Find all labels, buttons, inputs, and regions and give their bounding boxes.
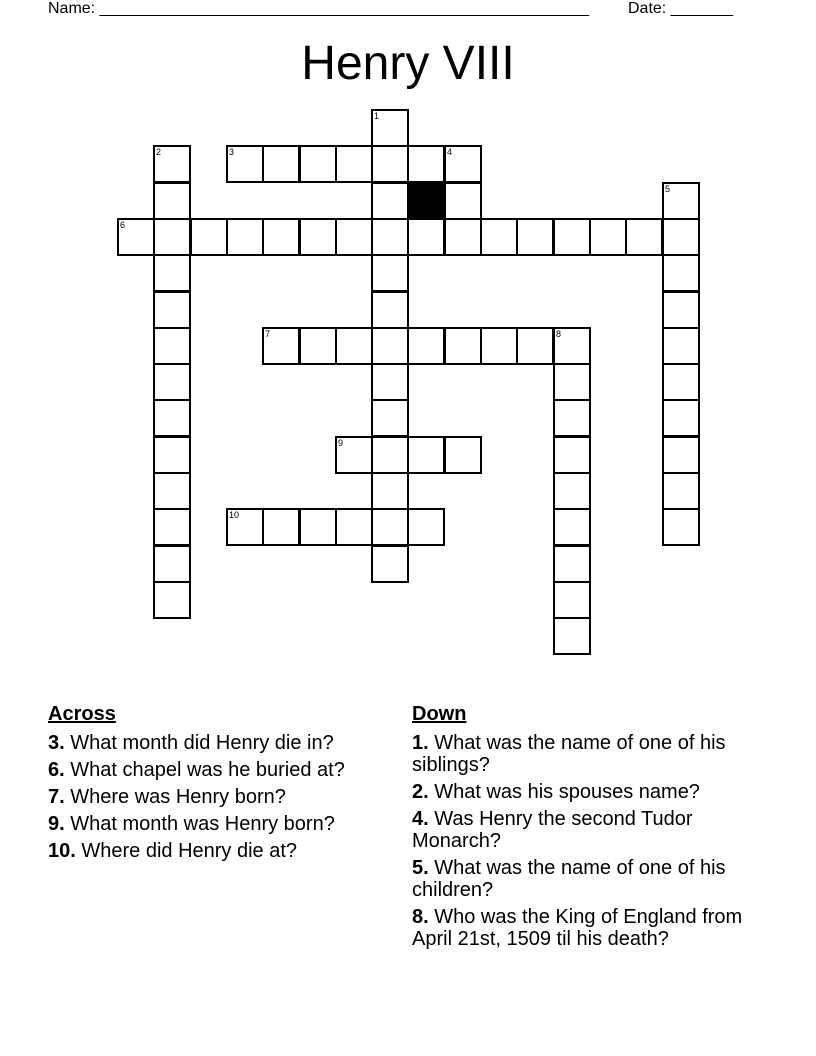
cell-number: 3 xyxy=(229,147,235,157)
page-title: Henry VIII xyxy=(301,37,515,90)
grid-cell[interactable] xyxy=(480,218,518,256)
grid-cell[interactable] xyxy=(407,218,445,256)
grid-cell[interactable] xyxy=(371,254,409,292)
grid-cell[interactable] xyxy=(153,399,191,437)
cell-number: 4 xyxy=(447,147,453,157)
grid-cell[interactable] xyxy=(553,508,591,546)
grid-cell[interactable] xyxy=(371,508,409,546)
clue-number: 5. xyxy=(412,857,429,879)
clue-text: What was the name of one of his children? xyxy=(412,857,726,901)
clue-text: What month was Henry born? xyxy=(70,813,335,835)
grid-cell[interactable] xyxy=(553,327,591,365)
grid-cell[interactable] xyxy=(153,218,191,256)
clue-number: 4. xyxy=(412,808,429,830)
grid-cell[interactable] xyxy=(407,145,445,183)
clue-down-1 xyxy=(412,732,772,776)
grid-cell[interactable] xyxy=(553,436,591,474)
clue-across-9 xyxy=(48,813,388,835)
grid-cell[interactable] xyxy=(335,327,373,365)
grid-cell[interactable] xyxy=(226,218,264,256)
grid-block xyxy=(407,182,445,220)
grid-cell[interactable] xyxy=(516,327,554,365)
grid-cell[interactable] xyxy=(153,363,191,401)
grid-cell[interactable] xyxy=(625,218,663,256)
clue-number: 3. xyxy=(48,732,65,754)
grid-cell[interactable] xyxy=(407,327,445,365)
grid-cell[interactable] xyxy=(553,399,591,437)
clue-text: What was his spouses name? xyxy=(434,781,700,803)
clue-number: 8. xyxy=(412,906,429,928)
clue-across-6 xyxy=(48,759,388,781)
grid-cell[interactable] xyxy=(153,508,191,546)
grid-cell[interactable] xyxy=(553,363,591,401)
grid-cell[interactable] xyxy=(553,581,591,619)
grid-cell[interactable] xyxy=(444,436,482,474)
grid-cell[interactable] xyxy=(226,508,264,546)
grid-cell[interactable] xyxy=(589,218,627,256)
grid-cell[interactable] xyxy=(444,145,482,183)
grid-cell[interactable] xyxy=(662,399,700,437)
cell-number: 6 xyxy=(120,220,126,230)
cell-number: 2 xyxy=(156,147,162,157)
cell-number: 10 xyxy=(229,510,240,520)
clue-number: 7. xyxy=(48,786,65,808)
clue-text: Where was Henry born? xyxy=(70,786,286,808)
clue-number: 10. xyxy=(48,840,76,862)
clue-down-5 xyxy=(412,857,772,901)
grid-cell[interactable] xyxy=(153,581,191,619)
clue-across-10 xyxy=(48,840,388,862)
grid-cell[interactable] xyxy=(335,145,373,183)
grid-cell[interactable] xyxy=(299,327,337,365)
grid-cell[interactable] xyxy=(662,182,700,220)
cell-number: 7 xyxy=(265,329,271,339)
grid-cell[interactable] xyxy=(153,145,191,183)
clue-number: 2. xyxy=(412,781,429,803)
down-heading: Down xyxy=(412,703,467,725)
grid-cell[interactable] xyxy=(371,436,409,474)
clue-text: What month did Henry die in? xyxy=(70,732,334,754)
clue-down-8 xyxy=(412,906,772,950)
grid-cell[interactable] xyxy=(662,436,700,474)
cell-number: 8 xyxy=(556,329,562,339)
grid-cell[interactable] xyxy=(299,145,337,183)
grid-cell[interactable] xyxy=(662,218,700,256)
grid-cell[interactable] xyxy=(153,291,191,329)
grid-cell[interactable] xyxy=(444,182,482,220)
grid-cell[interactable] xyxy=(553,218,591,256)
grid-cell[interactable] xyxy=(153,472,191,510)
grid-cell[interactable] xyxy=(153,545,191,583)
grid-cell[interactable] xyxy=(444,327,482,365)
grid-cell[interactable] xyxy=(444,218,482,256)
header xyxy=(48,0,768,20)
grid-cell[interactable] xyxy=(662,327,700,365)
clue-across-3 xyxy=(48,732,388,754)
clue-number: 9. xyxy=(48,813,65,835)
clue-down-2 xyxy=(412,781,772,803)
grid-cell[interactable] xyxy=(371,291,409,329)
grid-cell[interactable] xyxy=(262,218,300,256)
grid-cell[interactable] xyxy=(553,545,591,583)
grid-cell[interactable] xyxy=(662,254,700,292)
grid-cell[interactable] xyxy=(371,472,409,510)
cell-number: 1 xyxy=(374,111,380,121)
grid-cell[interactable] xyxy=(153,182,191,220)
clue-text: Who was the King of England from April 21st, 1509 til his death? xyxy=(412,906,743,950)
grid-cell[interactable] xyxy=(190,218,228,256)
grid-cell[interactable] xyxy=(553,472,591,510)
grid-cell[interactable] xyxy=(262,508,300,546)
grid-cell[interactable] xyxy=(262,145,300,183)
grid-cell[interactable] xyxy=(371,109,409,147)
grid-cell[interactable] xyxy=(662,363,700,401)
grid-cell[interactable] xyxy=(662,291,700,329)
grid-cell[interactable] xyxy=(335,508,373,546)
grid-cell[interactable] xyxy=(407,508,445,546)
grid-cell[interactable] xyxy=(407,436,445,474)
grid-cell[interactable] xyxy=(480,327,518,365)
name-field-label: Name: _______________________________________________________ xyxy=(48,0,589,17)
clue-text: Was Henry the second Tudor Monarch? xyxy=(412,808,693,852)
clue-number: 1. xyxy=(412,732,429,754)
grid-cell[interactable] xyxy=(371,545,409,583)
clue-number: 6. xyxy=(48,759,65,781)
grid-cell[interactable] xyxy=(335,218,373,256)
grid-cell[interactable] xyxy=(371,363,409,401)
clue-text: What chapel was he buried at? xyxy=(70,759,345,781)
grid-cell[interactable] xyxy=(371,327,409,365)
across-heading: Across xyxy=(48,703,116,725)
across-clues xyxy=(48,702,388,867)
grid-cell[interactable] xyxy=(662,508,700,546)
grid-cell[interactable] xyxy=(371,145,409,183)
grid-cell[interactable] xyxy=(299,508,337,546)
clue-down-4 xyxy=(412,808,772,852)
grid-cell[interactable] xyxy=(371,218,409,256)
grid-cell[interactable] xyxy=(153,436,191,474)
down-clues xyxy=(412,702,772,955)
cell-number: 9 xyxy=(338,438,344,448)
grid-cell[interactable] xyxy=(371,399,409,437)
clue-text: What was the name of one of his siblings? xyxy=(412,732,726,776)
grid-cell[interactable] xyxy=(662,472,700,510)
clue-text: Where did Henry die at? xyxy=(81,840,298,862)
cell-number: 5 xyxy=(665,184,671,194)
grid-cell[interactable] xyxy=(516,218,554,256)
grid-cell[interactable] xyxy=(117,218,155,256)
grid-cell[interactable] xyxy=(153,327,191,365)
clue-across-7 xyxy=(48,786,388,808)
grid-cell[interactable] xyxy=(371,182,409,220)
grid-cell[interactable] xyxy=(299,218,337,256)
grid-cell[interactable] xyxy=(335,436,373,474)
grid-cell[interactable] xyxy=(153,254,191,292)
date-field-label: Date: _______ xyxy=(628,0,733,17)
grid-cell[interactable] xyxy=(262,327,300,365)
grid-cell[interactable] xyxy=(553,617,591,655)
grid-cell[interactable] xyxy=(226,145,264,183)
